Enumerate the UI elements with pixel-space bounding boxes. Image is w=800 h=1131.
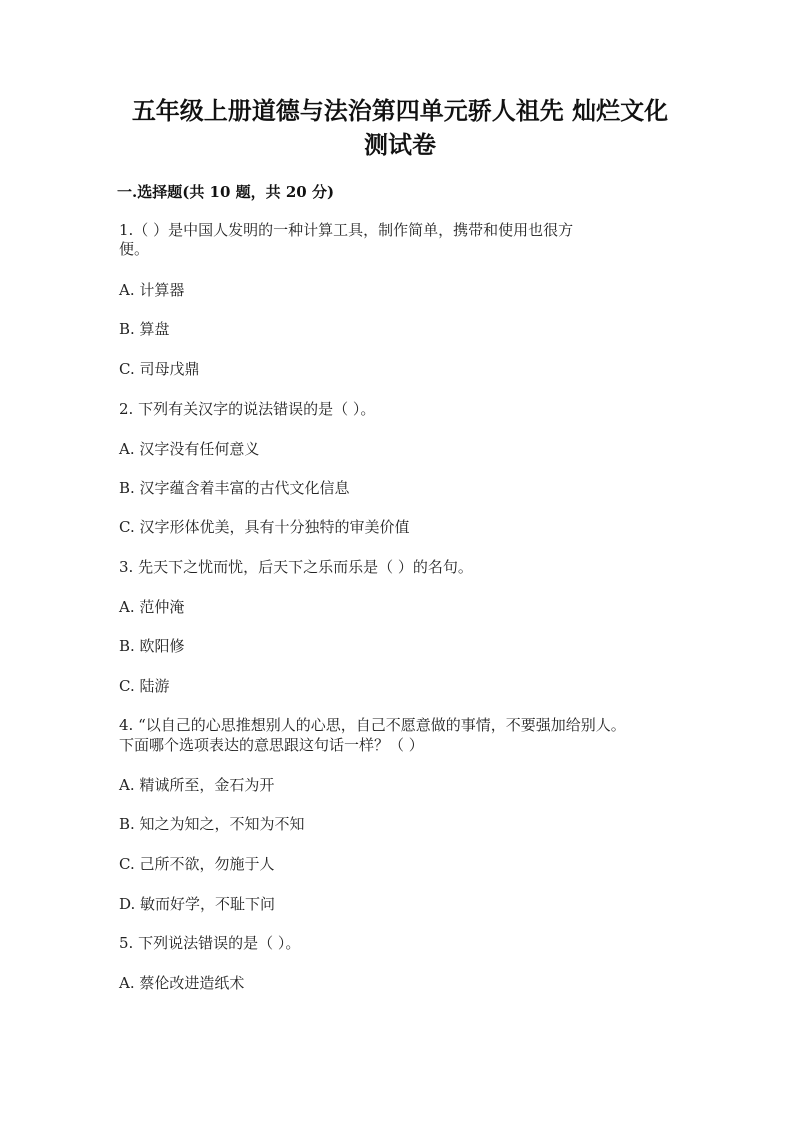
question-2-option-a: A. 汉字没有任何意义 (119, 440, 260, 458)
question-3-option-c: C. 陆游 (119, 677, 170, 695)
question-1-option-c: C. 司母戊鼎 (119, 360, 200, 378)
question-3-option-a: A. 范仲淹 (119, 598, 185, 616)
question-4-option-b: B. 知之为知之，不知为不知 (119, 815, 305, 833)
question-4-option-d: D. 敏而好学，不耻下问 (119, 895, 276, 913)
question-5-stem-line-1: 5. 下列说法错误的是（ ）。 (119, 934, 301, 952)
question-1-stem-line-2: 便。 (119, 240, 150, 258)
question-1-option-b: B. 算盘 (119, 320, 170, 338)
title-line-1: 五年级上册道德与法治第四单元骄人祖先 灿烂文化 (131, 96, 669, 125)
question-4-stem-line-2: 下面哪个选项表达的意思跟这句话一样？（ ） (119, 736, 424, 754)
section-heading: 一.选择题(共 10 题，共 20 分) (117, 183, 335, 201)
question-4-option-c: C. 己所不欲，勿施于人 (119, 855, 275, 873)
question-2-option-c: C. 汉字形体优美，具有十分独特的审美价值 (119, 518, 410, 536)
question-2-option-b: B. 汉字蕴含着丰富的古代文化信息 (119, 479, 350, 497)
question-5-option-a: A. 蔡伦改进造纸术 (119, 974, 245, 992)
question-3-option-b: B. 欧阳修 (119, 637, 185, 655)
question-3-stem-line-1: 3. 先天下之忧而忧，后天下之乐而乐是（ ）的名句。 (119, 558, 473, 576)
title-line-2: 测试卷 (364, 130, 436, 159)
question-1-stem-line-1: 1.（ ）是中国人发明的一种计算工具，制作简单，携带和使用也很方 (119, 221, 574, 239)
question-2-stem-line-1: 2. 下列有关汉字的说法错误的是（ ）。 (119, 400, 376, 418)
question-4-option-a: A. 精诚所至，金石为开 (119, 776, 275, 794)
question-1-option-a: A. 计算器 (119, 281, 185, 299)
page-title (90, 94, 710, 162)
question-4-stem-line-1: 4. “以自己的心思推想别人的心思，自己不愿意做的事情，不要强加给别人。 (119, 716, 626, 734)
